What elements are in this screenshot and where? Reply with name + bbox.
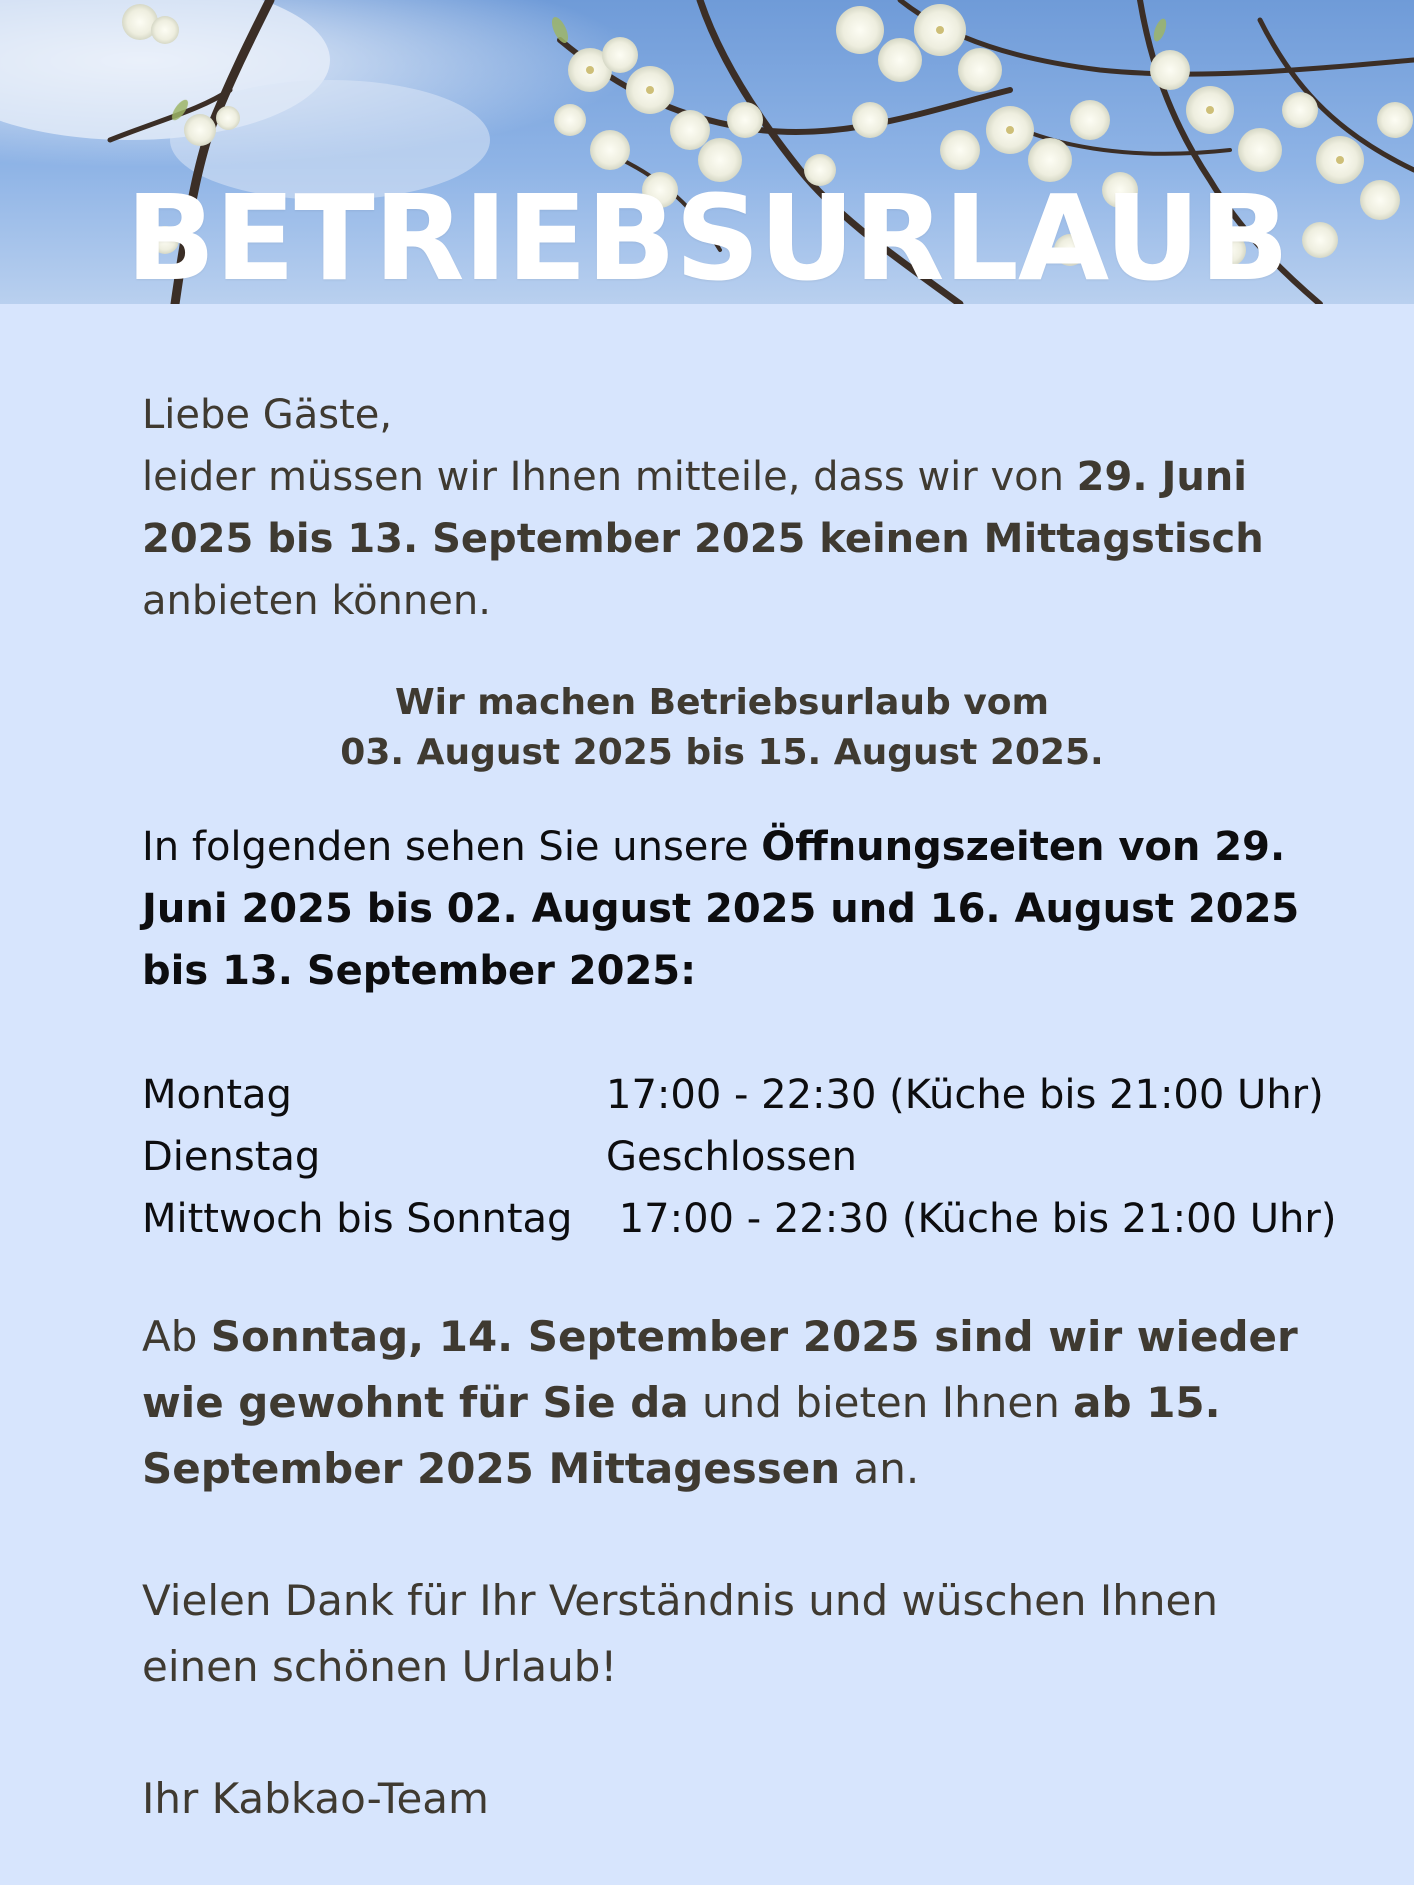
return-text-start: Ab (142, 1312, 211, 1361)
intro-period-emphasis: 29. Juni 2025 bis 13. September 2025 keinen Mittagstisch (142, 454, 1264, 562)
intro-text-start: leider müssen wir Ihnen mitteile, dass wir von (142, 454, 1077, 500)
lunch-restart-emphasis: ab 15. September 2025 Mittagessen (142, 1378, 1221, 1493)
vacation-line-1: Wir machen Betriebsurlaub vom (394, 682, 1050, 723)
hours-row-monday (142, 1064, 1322, 1126)
hours-time: 17:00 - 22:30 (Küche bis 21:00 Uhr) (606, 1072, 1324, 1118)
hours-time: Geschlossen (606, 1134, 858, 1180)
team-signoff: Ihr Kabkao-Team (142, 1774, 489, 1823)
page-title: BETRIEBSURLAUB (125, 169, 1289, 307)
hours-day: Dienstag (142, 1134, 321, 1180)
notice-content (142, 384, 1337, 1832)
return-date-emphasis: Sonntag, 14. September 2025 sind wir wieder wie gewohnt für Sie da (142, 1312, 1298, 1427)
opening-period-emphasis: Öffnungszeiten von 29. Juni 2025 bis 02. August 2025 und 16. August 2025 bis 13. September 2025: (142, 824, 1300, 994)
intro-text-end: anbieten können. (142, 578, 491, 624)
return-notice (142, 1304, 1322, 1502)
vacation-line-2: 03. August 2025 bis 15. August 2025. (340, 732, 1104, 773)
hours-day: Montag (142, 1072, 292, 1118)
return-text-middle: und bieten Ihnen (688, 1378, 1074, 1427)
hours-row-tuesday (142, 1126, 1322, 1188)
opening-hours-intro (142, 816, 1322, 1002)
hours-day: Mittwoch bis Sonntag (142, 1196, 573, 1242)
hours-row-wednesday-sunday (142, 1188, 1337, 1250)
thanks-paragraph: Vielen Dank für Ihr Verständnis und wüschen Ihnen einen schönen Urlaub! (142, 1576, 1218, 1691)
opening-text-start: In folgenden sehen Sie unsere (142, 824, 762, 870)
salutation: Liebe Gäste, (142, 392, 393, 438)
vacation-announcement (104, 678, 1340, 778)
intro-paragraph (142, 384, 1322, 632)
hours-time: 17:00 - 22:30 (Küche bis 21:00 Uhr) (606, 1196, 1337, 1242)
return-text-end: an. (840, 1444, 920, 1493)
opening-hours-table (142, 1064, 1337, 1250)
